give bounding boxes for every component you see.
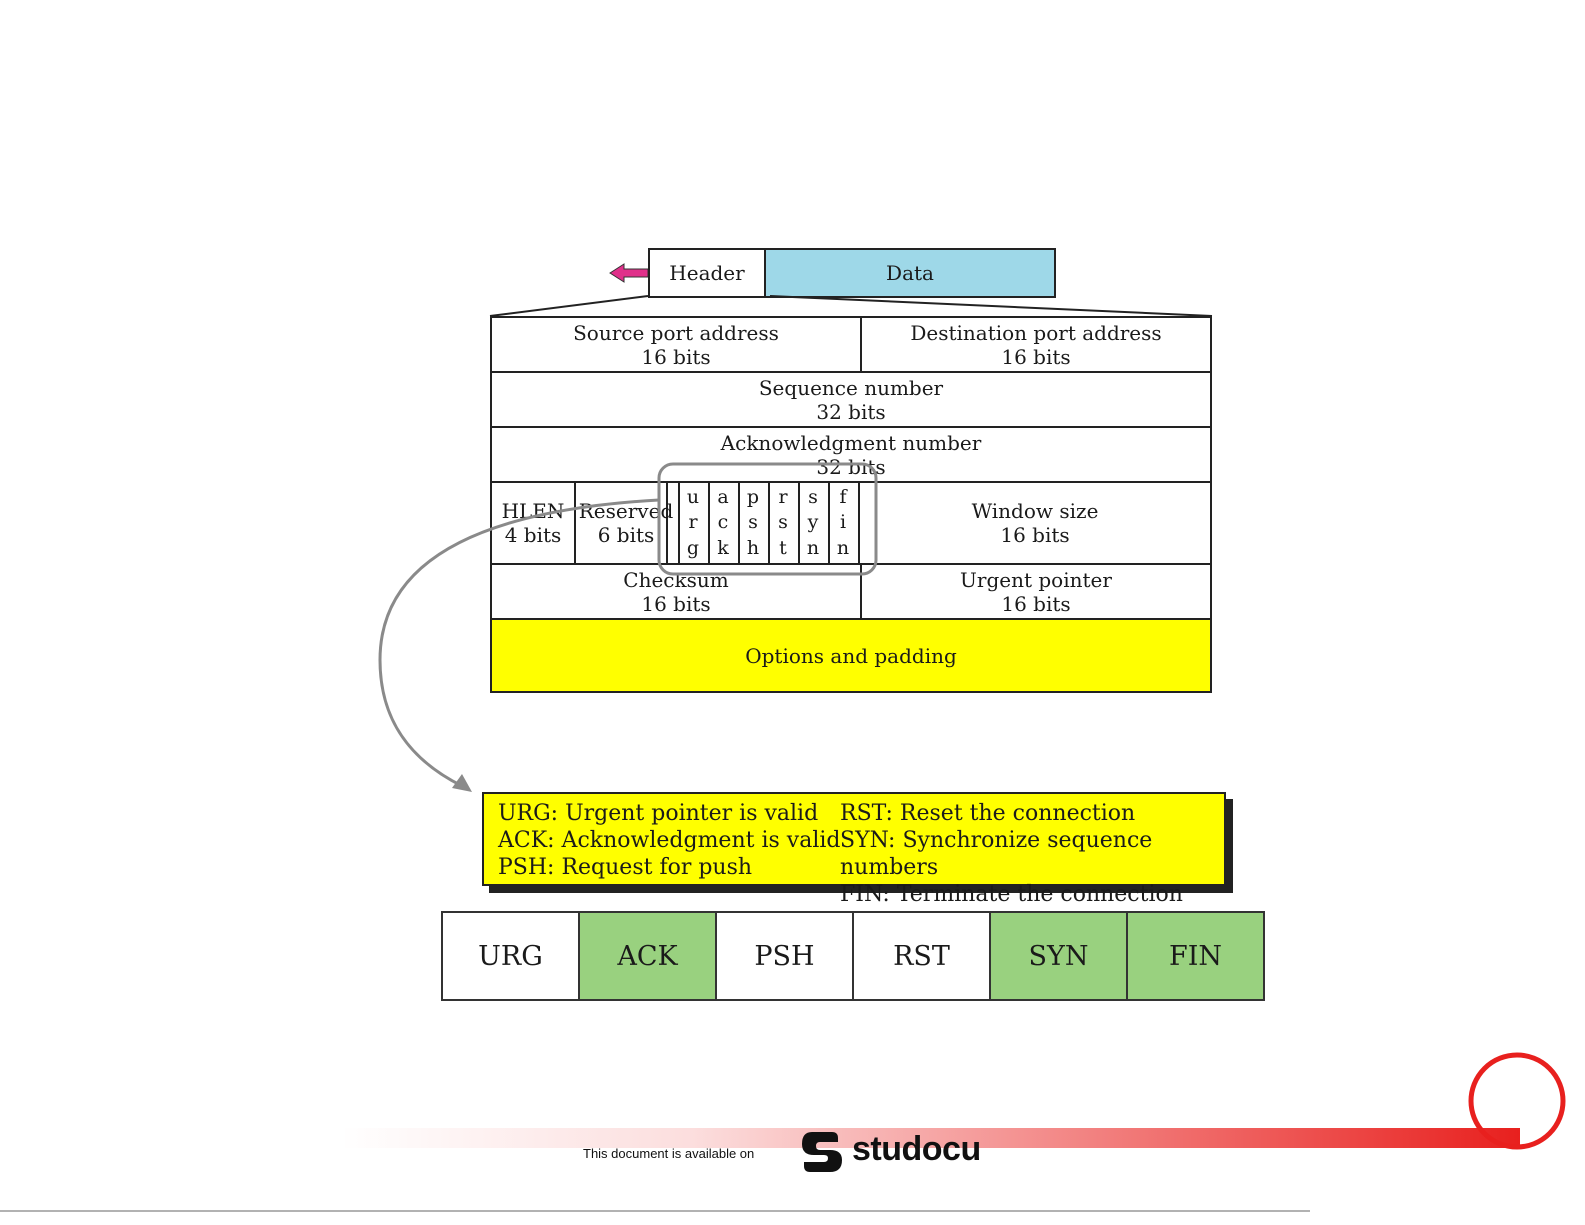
flag-col-ack: a c k <box>717 485 729 559</box>
field-hlen: HLEN 4 bits <box>501 499 565 547</box>
flagbox-syn: SYN <box>991 913 1128 999</box>
flagbox-psh: PSH <box>717 913 854 999</box>
flag-col-rst: r s t <box>778 485 788 559</box>
flags-legend <box>482 792 1226 907</box>
field-reserved: Reserved 6 bits <box>578 499 674 547</box>
flag-col-syn: s y n <box>806 485 820 559</box>
field-destination-port: Destination port address 16 bits <box>910 320 1162 369</box>
legend-fin: FIN: Terminate the connection <box>840 882 1183 907</box>
flag-col-psh: p s h <box>746 485 760 559</box>
flagbox-rst: RST <box>854 913 991 999</box>
flagbox-fin: FIN <box>1128 913 1263 999</box>
legend-psh: PSH: Request for push <box>498 855 753 880</box>
legend-urg: URG: Urgent pointer is valid <box>498 801 819 826</box>
flag-col-fin: f i n <box>836 485 850 559</box>
flag-bar <box>441 911 1265 1001</box>
field-checksum: Checksum 16 bits <box>623 567 729 616</box>
legend-rst: RST: Reset the connection <box>840 801 1136 826</box>
packet-data-label: Data <box>886 261 934 285</box>
footer-red-banner <box>0 1050 1585 1225</box>
flag-col-urg: u r g <box>686 485 700 559</box>
field-window-size: Window size 16 bits <box>971 499 1099 547</box>
field-sequence-number: Sequence number 32 bits <box>758 375 944 424</box>
field-options-padding: Options and padding <box>492 620 1210 691</box>
packet-header-label: Header <box>669 261 745 285</box>
legend-ack: ACK: Acknowledgment is valid <box>498 828 841 853</box>
field-acknowledgment-number: Acknowledgment number 32 bits <box>720 430 982 479</box>
legend-syn: SYN: Synchronize sequence numbers <box>840 828 1153 880</box>
flagbox-urg: URG <box>443 913 580 999</box>
field-source-port: Source port address 16 bits <box>573 320 779 369</box>
flagbox-ack: ACK <box>580 913 717 999</box>
footer-brand: studocu <box>852 1130 981 1168</box>
field-urgent-pointer: Urgent pointer 16 bits <box>960 567 1112 616</box>
studocu-logo-icon <box>798 1128 846 1176</box>
footer-available-text: This document is available on <box>583 1146 755 1161</box>
